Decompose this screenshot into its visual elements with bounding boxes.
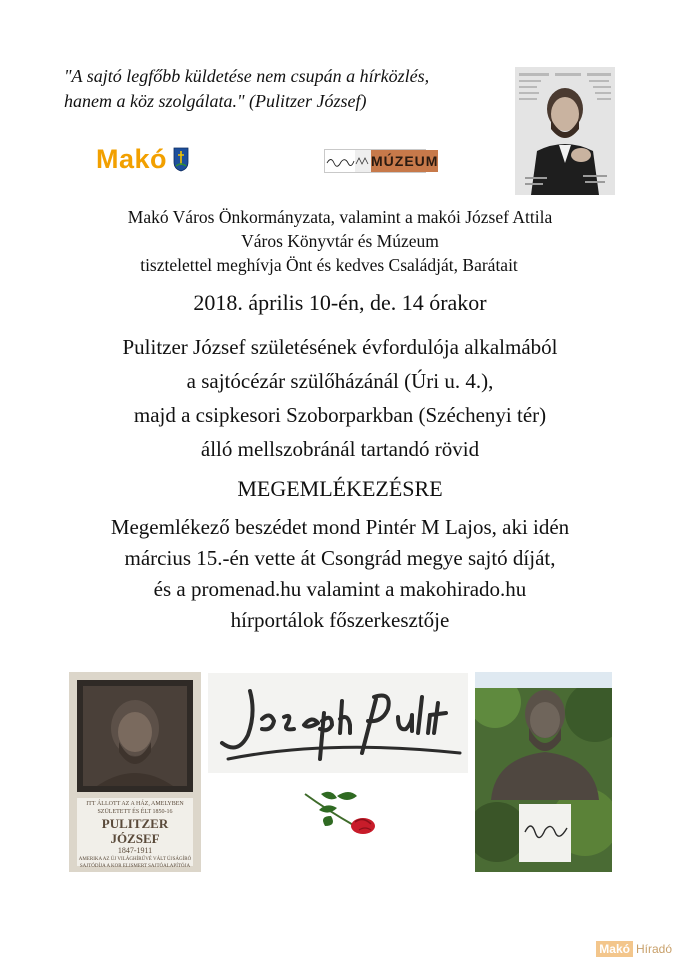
plaque-name: PULITZER JÓZSEF xyxy=(101,816,169,846)
watermark-mako: Makó xyxy=(596,941,633,957)
speech-text xyxy=(0,512,680,636)
pulitzer-portrait-photo xyxy=(515,67,615,195)
details-line-4: álló mellszobránál tartandó rövid xyxy=(200,437,480,461)
pulitzer-bust-photo xyxy=(475,672,612,872)
plaque-line-4: SAJTÓDÍJA A KOR ELISMERT SAJTÓALAPÍTÓJA xyxy=(79,864,191,869)
museum-logo-mark xyxy=(355,150,371,172)
quote xyxy=(64,64,504,114)
plaque-years: 1847-1911 xyxy=(117,846,153,855)
plaque-line-2: SZÜLETETT ÉS ÉLT 1850-16 xyxy=(97,809,173,815)
details-line-3: majd a csipkesori Szoborparkban (Széchenyi tér) xyxy=(133,403,547,427)
pulitzer-signature-image xyxy=(208,673,468,773)
intro-text xyxy=(0,205,680,277)
event-date: 2018. április 10-én, de. 14 órakor xyxy=(193,290,487,315)
headline: MEGEMLÉKEZÉSRE xyxy=(237,476,443,501)
museum-logo-text: MÚZEUM xyxy=(371,150,438,172)
mako-logo-text: Makó xyxy=(96,143,168,174)
mako-logo xyxy=(96,142,189,176)
watermark-hirado: Híradó xyxy=(635,942,672,956)
speech-line-4: hírportálok főszerkesztője xyxy=(230,608,450,632)
memorial-plaque-photo xyxy=(69,672,201,872)
coat-of-arms-icon xyxy=(173,146,189,172)
quote-line-1: "A sajtó legfőbb küldetése nem csupán a hírközlés, xyxy=(64,66,430,86)
plaque-line-3: AMERIKA AZ ÚJ VILÁGHÍRŰVÉ VÁLT ÚJSÁGÍRÓ xyxy=(78,857,192,862)
quote-line-2: hanem a köz szolgálata." (Pulitzer József) xyxy=(64,91,367,111)
museum-logo xyxy=(324,149,439,173)
event-details xyxy=(0,330,680,466)
intro-line-2: Város Könyvtár és Múzeum xyxy=(241,231,439,251)
museum-logo-signature xyxy=(325,150,355,172)
plaque-line-1: ITT ÁLLOTT AZ A HÁZ, AMELYBEN xyxy=(86,801,184,807)
rose-image xyxy=(297,786,381,840)
speech-line-2: március 15.-én vette át Csongrád megye sajtó díját, xyxy=(124,546,556,570)
intro-line-1: Makó Város Önkormányzata, valamint a makói József Attila xyxy=(127,207,553,227)
plaque-inscription xyxy=(77,800,193,870)
intro-line-3: tisztelettel meghívja Önt és kedves Családját, Barátait xyxy=(140,255,518,275)
speech-line-1: Megemlékező beszédet mond Pintér M Lajos, aki idén xyxy=(110,515,570,539)
mako-hirado-watermark xyxy=(596,941,672,957)
speech-line-3: és a promenad.hu valamint a makohirado.hu xyxy=(153,577,527,601)
details-line-1: Pulitzer József születésének évfordulója alkalmából xyxy=(122,335,558,359)
details-line-2: a sajtócézár szülőházánál (Úri u. 4.), xyxy=(186,369,494,393)
